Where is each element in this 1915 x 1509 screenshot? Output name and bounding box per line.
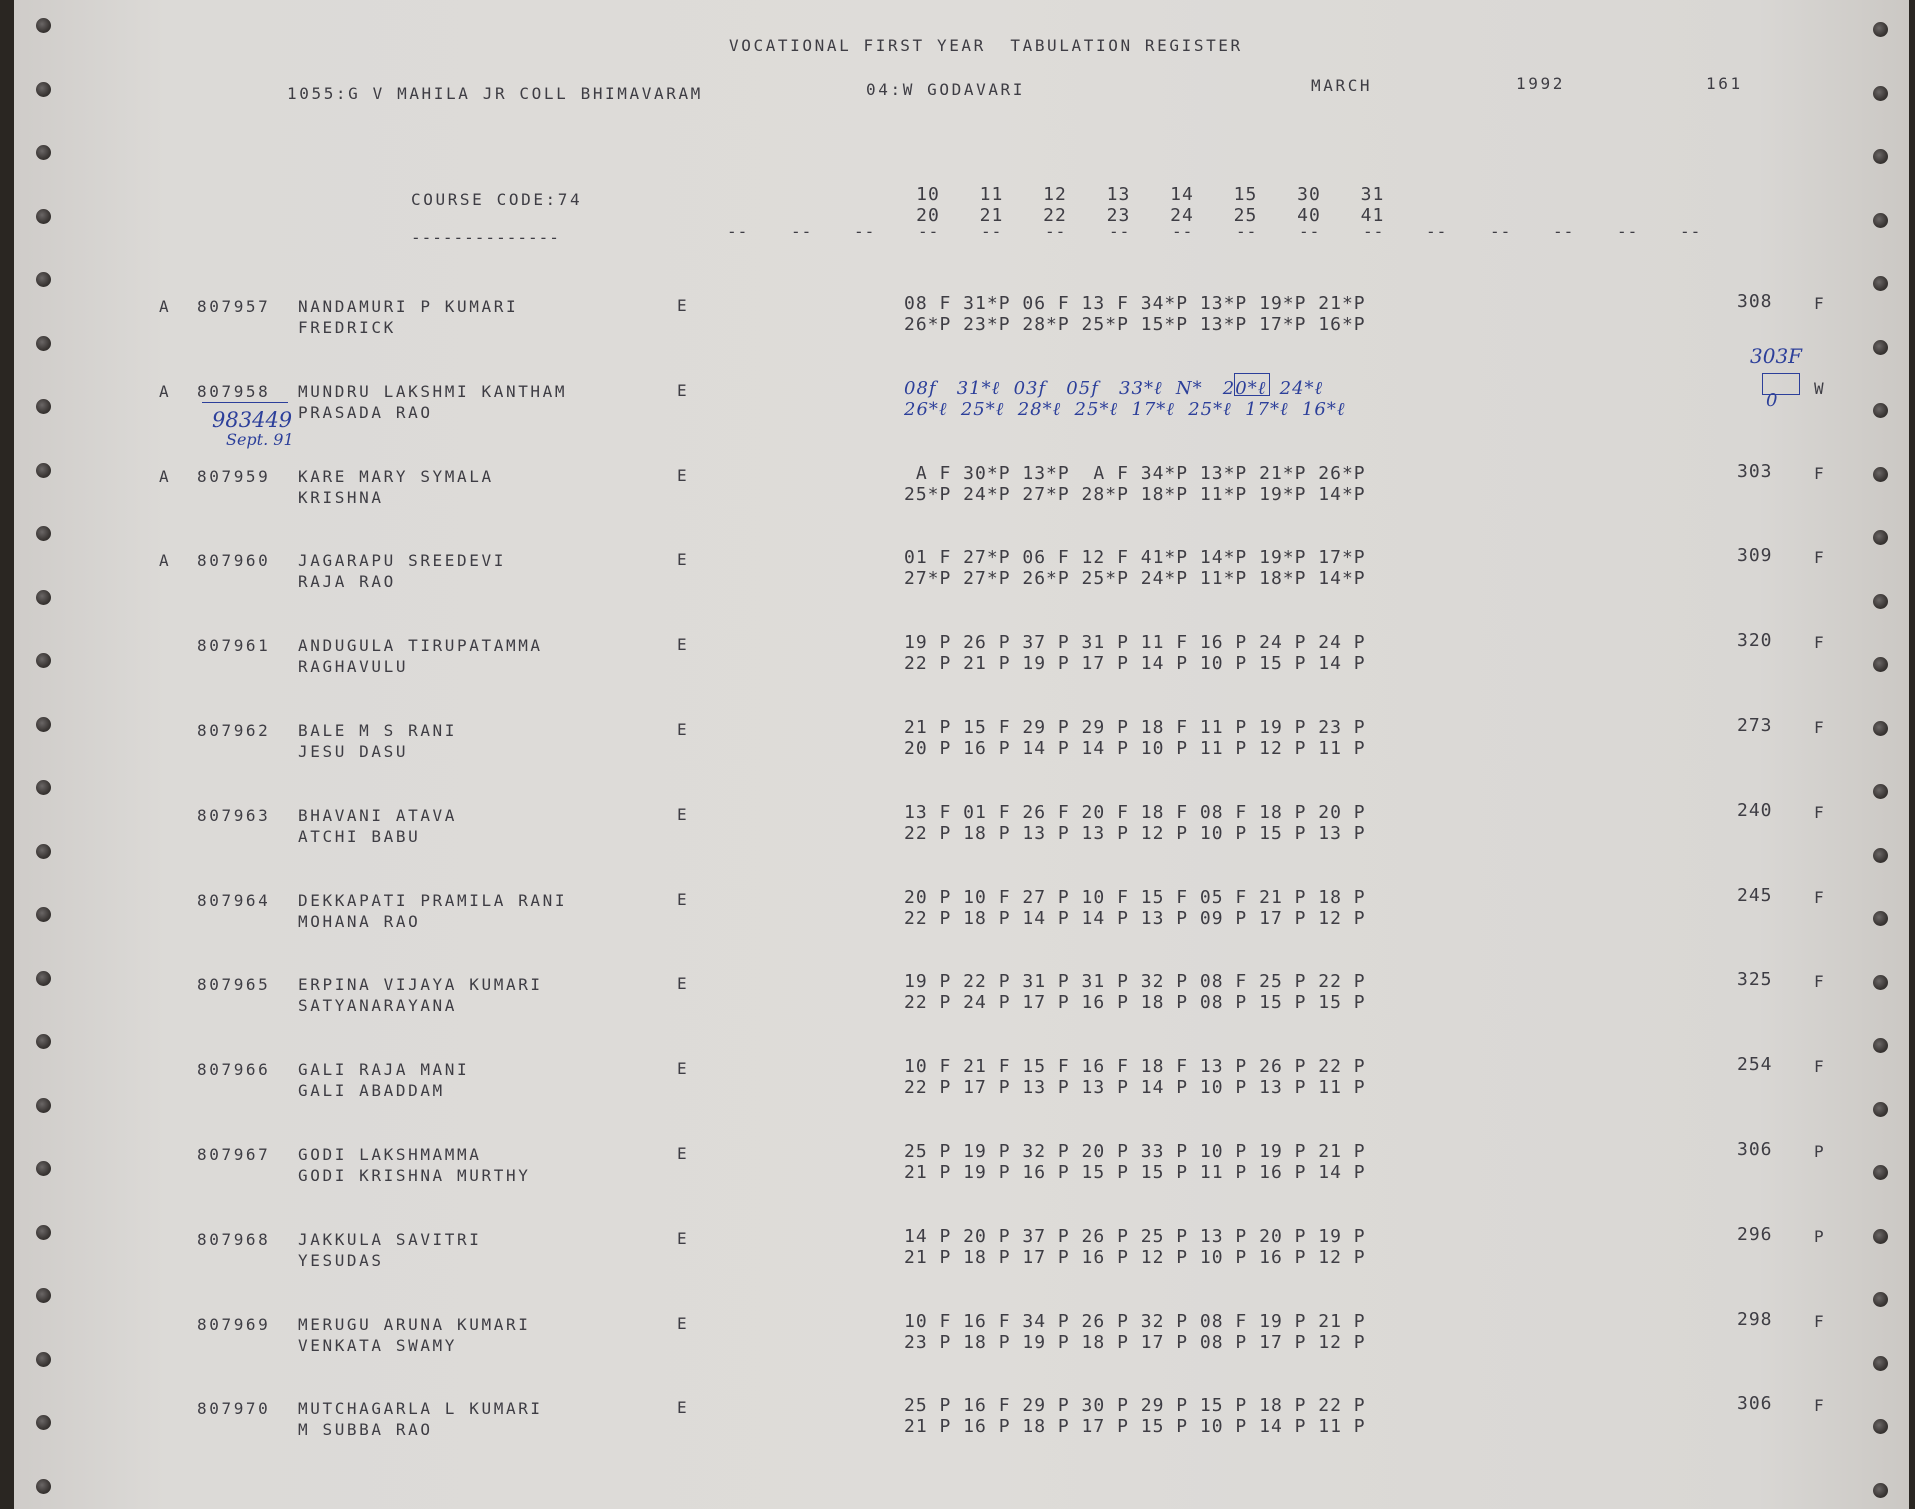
feed-hole xyxy=(1873,1038,1888,1053)
right-tractor-feed-strip xyxy=(1839,0,1909,1509)
column-dash: -- xyxy=(1680,222,1702,241)
student-name: MUNDRU LAKSHMI KANTHAM xyxy=(298,381,568,401)
medium: E xyxy=(677,296,690,315)
column-dash: -- xyxy=(1299,222,1321,241)
feed-hole xyxy=(36,526,51,541)
feed-hole xyxy=(1873,1229,1888,1244)
handwritten-revised-total: 303F xyxy=(1750,344,1803,368)
status-flag: A xyxy=(159,551,172,571)
column-dash: -- xyxy=(1363,222,1385,241)
subject-code-lower: 41 xyxy=(1360,205,1385,226)
marks-row-1: 25 P 19 P 32 P 20 P 33 P 10 P 19 P 21 P xyxy=(904,1141,1366,1162)
subject-code-upper: 31 xyxy=(1360,184,1385,205)
marks-row-2: 21 P 16 P 18 P 17 P 15 P 10 P 14 P 11 P xyxy=(904,1416,1366,1438)
result-code: F xyxy=(1814,633,1827,653)
feed-hole xyxy=(36,653,51,668)
result-code: P xyxy=(1814,1142,1827,1161)
course-code: COURSE CODE:74 xyxy=(411,190,583,209)
parent-name: SATYANARAYANA xyxy=(298,996,458,1016)
student-name: JAGARAPU SREEDEVI xyxy=(298,551,506,571)
subject-code-column xyxy=(1035,184,1075,226)
feed-hole xyxy=(1873,594,1888,609)
feed-hole xyxy=(1873,86,1888,101)
tabulation-register-sheet xyxy=(14,0,1909,1509)
subject-code-lower: 22 xyxy=(1043,205,1067,226)
student-name: BALE M S RANI xyxy=(298,721,458,740)
marks-row-2: 22 P 18 P 13 P 13 P 12 P 10 P 15 P 13 P xyxy=(904,822,1366,844)
roll-number: 807957 xyxy=(197,297,271,316)
medium: E xyxy=(677,380,690,400)
course-code-underline: -------------- xyxy=(411,228,560,247)
roll-number: 807969 xyxy=(197,1314,271,1334)
marks-row-1: A F 30*P 13*P A F 34*P 13*P 21*P 26*P xyxy=(904,462,1366,484)
feed-hole xyxy=(1873,848,1888,863)
marks-row-2: 20 P 16 P 14 P 14 P 10 P 11 P 12 P 11 P xyxy=(904,738,1366,759)
district-name: 04:W GODAVARI xyxy=(866,80,1026,99)
result-code: F xyxy=(1814,463,1827,483)
feed-hole xyxy=(1873,721,1888,736)
subject-code-upper: 11 xyxy=(979,184,1004,205)
subject-code-column xyxy=(1099,184,1139,226)
roll-number: 807960 xyxy=(197,551,271,571)
page-number: 161 xyxy=(1706,74,1743,93)
feed-hole xyxy=(1873,784,1888,799)
marks-row-1: 14 P 20 P 37 P 26 P 25 P 13 P 20 P 19 P xyxy=(904,1225,1366,1247)
feed-hole xyxy=(36,1288,51,1303)
subject-code-upper: 30 xyxy=(1297,184,1321,205)
total-marks: 320 xyxy=(1737,630,1773,652)
subject-code-column xyxy=(972,184,1012,226)
subject-code-lower: 25 xyxy=(1233,205,1258,226)
feed-hole xyxy=(1873,1292,1888,1307)
medium: E xyxy=(677,635,690,655)
marks-row-2: 26*P 23*P 28*P 25*P 15*P 13*P 17*P 16*P xyxy=(904,314,1366,335)
total-marks: 298 xyxy=(1737,1308,1773,1330)
parent-name: FREDRICK xyxy=(298,318,396,337)
feed-hole xyxy=(1873,530,1888,545)
feed-hole xyxy=(36,18,51,33)
handwritten-underline xyxy=(202,402,288,403)
feed-hole xyxy=(1873,1165,1888,1180)
roll-number: 807963 xyxy=(197,805,271,825)
result-code: F xyxy=(1814,718,1827,737)
marks-row-1: 25 P 16 F 29 P 30 P 29 P 15 P 18 P 22 P xyxy=(904,1395,1366,1417)
result-code: F xyxy=(1814,972,1827,992)
feed-hole xyxy=(36,272,51,287)
roll-number: 807961 xyxy=(197,636,271,656)
parent-name: GALI ABADDAM xyxy=(298,1081,445,1101)
status-flag: A xyxy=(159,381,172,401)
result-code: F xyxy=(1814,1057,1827,1077)
roll-number: 807962 xyxy=(197,721,271,740)
parent-name: RAGHAVULU xyxy=(298,657,409,677)
status-flag: A xyxy=(159,297,172,316)
marks-row-2: 22 P 17 P 13 P 13 P 14 P 10 P 13 P 11 P xyxy=(904,1077,1366,1099)
marks-row-1: 08f 31*ℓ 03f 05f 33*ℓ N* 20*ℓ 24*ℓ xyxy=(904,377,1324,399)
parent-name: RAJA RAO xyxy=(298,572,396,592)
column-dash: -- xyxy=(1490,222,1512,241)
parent-name: ATCHI BABU xyxy=(298,826,421,846)
roll-number: 807968 xyxy=(197,1229,271,1249)
total-marks: 308 xyxy=(1737,291,1773,312)
subject-code-lower: 20 xyxy=(916,205,940,226)
marks-row-1: 10 F 16 F 34 P 26 P 32 P 08 F 19 P 21 P xyxy=(904,1310,1366,1332)
feed-hole xyxy=(1873,149,1888,164)
marks-row-1: 08 F 31*P 06 F 13 F 34*P 13*P 19*P 21*P xyxy=(904,293,1366,314)
result-code: F xyxy=(1814,802,1827,822)
column-dash: -- xyxy=(1109,222,1131,241)
feed-hole xyxy=(36,590,51,605)
feed-hole xyxy=(1873,1102,1888,1117)
feed-hole xyxy=(36,844,51,859)
feed-hole xyxy=(36,145,51,160)
column-dash: -- xyxy=(854,222,876,241)
subject-code-lower: 21 xyxy=(979,205,1004,226)
total-marks: 306 xyxy=(1737,1393,1773,1415)
subject-code-column xyxy=(1162,184,1202,226)
medium: E xyxy=(677,720,690,739)
marks-row-2: 23 P 18 P 19 P 18 P 17 P 08 P 17 P 12 P xyxy=(904,1331,1366,1353)
feed-hole xyxy=(36,971,51,986)
handwritten-month-note: Sept. 91 xyxy=(226,430,294,449)
subject-code-column xyxy=(1289,184,1329,226)
feed-hole xyxy=(1873,276,1888,291)
column-dash: -- xyxy=(791,222,813,241)
feed-hole xyxy=(36,780,51,795)
feed-hole xyxy=(36,1161,51,1176)
student-name: JAKKULA SAVITRI xyxy=(298,1229,482,1249)
total-marks: 273 xyxy=(1737,715,1773,736)
column-dash: -- xyxy=(1172,222,1194,241)
medium: E xyxy=(677,1059,690,1079)
handwritten-new-roll: 983449 xyxy=(212,408,293,432)
column-dash: -- xyxy=(1617,222,1639,241)
roll-number: 807965 xyxy=(197,975,271,995)
medium: E xyxy=(677,889,690,909)
student-name: GODI LAKSHMAMMA xyxy=(298,1145,482,1164)
result-code: W xyxy=(1814,378,1827,398)
marks-row-1: 13 F 01 F 26 F 20 F 18 F 08 F 18 P 20 P xyxy=(904,801,1366,823)
marks-row-1: 10 F 21 F 15 F 16 F 18 F 13 P 26 P 22 P xyxy=(904,1056,1366,1078)
column-dash: -- xyxy=(1553,222,1575,241)
student-name: MUTCHAGARLA L KUMARI xyxy=(298,1399,543,1419)
total-marks: 296 xyxy=(1737,1223,1773,1245)
student-name: KARE MARY SYMALA xyxy=(298,466,494,486)
marks-row-2: 22 P 18 P 14 P 14 P 13 P 09 P 17 P 12 P xyxy=(904,907,1366,929)
total-marks: 303 xyxy=(1737,460,1773,482)
parent-name: JESU DASU xyxy=(298,742,409,761)
subject-code-lower: 24 xyxy=(1170,205,1194,226)
student-name: ERPINA VIJAYA KUMARI xyxy=(298,975,543,995)
total-marks: 254 xyxy=(1737,1054,1773,1076)
medium: E xyxy=(677,1313,690,1333)
medium: E xyxy=(677,804,690,824)
subject-code-upper: 12 xyxy=(1043,184,1067,205)
parent-name: YESUDAS xyxy=(298,1250,384,1270)
total-marks: 245 xyxy=(1737,884,1773,906)
feed-hole xyxy=(1873,1483,1888,1498)
student-name: ANDUGULA TIRUPATAMMA xyxy=(298,636,543,656)
feed-hole xyxy=(36,463,51,478)
total-marks: 325 xyxy=(1737,969,1773,991)
column-dash: -- xyxy=(1236,222,1258,241)
marks-row-1: 19 P 22 P 31 P 31 P 32 P 08 F 25 P 22 P xyxy=(904,971,1366,993)
feed-hole xyxy=(36,1352,51,1367)
subject-code-column xyxy=(908,184,948,226)
parent-name: PRASADA RAO xyxy=(298,402,433,422)
medium: E xyxy=(677,1144,690,1163)
status-flag: A xyxy=(159,466,172,486)
result-code: F xyxy=(1814,1396,1827,1416)
feed-hole xyxy=(36,1415,51,1430)
feed-hole xyxy=(36,1034,51,1049)
student-name: BHAVANI ATAVA xyxy=(298,805,458,825)
marks-row-2: 25*P 24*P 27*P 28*P 18*P 11*P 19*P 14*P xyxy=(904,483,1366,505)
feed-hole xyxy=(36,82,51,97)
marks-row-2: 22 P 21 P 19 P 17 P 14 P 10 P 15 P 14 P xyxy=(904,653,1366,675)
result-code: F xyxy=(1814,887,1827,907)
result-code: F xyxy=(1814,548,1827,568)
roll-number: 807967 xyxy=(197,1145,271,1164)
feed-hole xyxy=(36,1479,51,1494)
feed-hole xyxy=(1873,975,1888,990)
feed-hole xyxy=(36,907,51,922)
marks-row-1: 20 P 10 F 27 P 10 F 15 F 05 F 21 P 18 P xyxy=(904,886,1366,908)
handwritten-box-total xyxy=(1762,373,1800,395)
feed-hole xyxy=(36,1225,51,1240)
column-dash: -- xyxy=(981,222,1003,241)
feed-hole xyxy=(36,1098,51,1113)
feed-hole xyxy=(1873,403,1888,418)
feed-hole xyxy=(36,336,51,351)
result-code: F xyxy=(1814,1311,1827,1331)
column-dash: -- xyxy=(1426,222,1448,241)
exam-month: MARCH xyxy=(1311,76,1373,95)
subject-code-upper: 14 xyxy=(1170,184,1194,205)
left-tractor-feed-strip xyxy=(14,0,84,1509)
subject-code-upper: 13 xyxy=(1106,184,1131,205)
subject-code-upper: 15 xyxy=(1233,184,1258,205)
roll-number: 807958 xyxy=(197,381,271,401)
college-name: 1055:G V MAHILA JR COLL BHIMAVARAM xyxy=(287,84,703,103)
parent-name: M SUBBA RAO xyxy=(298,1420,433,1440)
feed-hole xyxy=(1873,213,1888,228)
student-name: DEKKAPATI PRAMILA RANI xyxy=(298,890,568,910)
marks-row-1: 19 P 26 P 37 P 31 P 11 F 16 P 24 P 24 P xyxy=(904,632,1366,654)
medium: E xyxy=(677,1398,690,1418)
marks-row-2: 22 P 24 P 17 P 16 P 18 P 08 P 15 P 15 P xyxy=(904,992,1366,1014)
feed-hole xyxy=(1873,1356,1888,1371)
subject-code-lower: 23 xyxy=(1106,205,1131,226)
marks-row-2: 26*ℓ 25*ℓ 28*ℓ 25*ℓ 17*ℓ 25*ℓ 17*ℓ 16*ℓ xyxy=(904,398,1346,420)
column-dash: -- xyxy=(727,222,749,241)
feed-hole xyxy=(1873,467,1888,482)
roll-number: 807959 xyxy=(197,466,271,486)
result-code: P xyxy=(1814,1226,1827,1246)
subject-code-column xyxy=(1226,184,1266,226)
marks-row-1: 01 F 27*P 06 F 12 F 41*P 14*P 19*P 17*P xyxy=(904,547,1366,569)
student-name: GALI RAJA MANI xyxy=(298,1060,470,1080)
feed-hole xyxy=(36,209,51,224)
student-name: MERUGU ARUNA KUMARI xyxy=(298,1314,531,1334)
feed-hole xyxy=(1873,1419,1888,1434)
result-code: F xyxy=(1814,294,1827,313)
total-marks: 309 xyxy=(1737,545,1773,567)
parent-name: MOHANA RAO xyxy=(298,911,421,931)
medium: E xyxy=(677,1228,690,1248)
feed-hole xyxy=(1873,22,1888,37)
subject-code-upper: 10 xyxy=(916,184,940,205)
column-dash: -- xyxy=(1045,222,1067,241)
subject-code-column xyxy=(1353,184,1393,226)
medium: E xyxy=(677,974,690,994)
marks-row-2: 27*P 27*P 26*P 25*P 24*P 11*P 18*P 14*P xyxy=(904,568,1366,590)
roll-number: 807970 xyxy=(197,1399,271,1419)
total-marks: 240 xyxy=(1737,799,1773,821)
medium: E xyxy=(677,550,690,570)
marks-row-1: 21 P 15 F 29 P 29 P 18 F 11 P 19 P 23 P xyxy=(904,717,1366,738)
total-marks: 0 xyxy=(1766,389,1779,411)
register-title: VOCATIONAL FIRST YEAR TABULATION REGISTER xyxy=(729,36,1243,55)
feed-hole xyxy=(1873,657,1888,672)
column-dash: -- xyxy=(918,222,940,241)
feed-hole xyxy=(36,399,51,414)
parent-name: KRISHNA xyxy=(298,487,384,507)
student-name: NANDAMURI P KUMARI xyxy=(298,297,519,316)
subject-code-lower: 40 xyxy=(1297,205,1321,226)
roll-number: 807964 xyxy=(197,890,271,910)
exam-year: 1992 xyxy=(1516,74,1565,93)
handwritten-box-absent-mark xyxy=(1234,373,1270,396)
feed-hole xyxy=(1873,340,1888,355)
feed-hole xyxy=(36,717,51,732)
total-marks: 306 xyxy=(1737,1139,1773,1160)
parent-name: VENKATA SWAMY xyxy=(298,1335,458,1355)
marks-row-2: 21 P 18 P 17 P 16 P 12 P 10 P 16 P 12 P xyxy=(904,1246,1366,1268)
roll-number: 807966 xyxy=(197,1060,271,1080)
feed-hole xyxy=(1873,911,1888,926)
marks-row-2: 21 P 19 P 16 P 15 P 15 P 11 P 16 P 14 P xyxy=(904,1162,1366,1183)
parent-name: GODI KRISHNA MURTHY xyxy=(298,1166,531,1185)
medium: E xyxy=(677,465,690,485)
